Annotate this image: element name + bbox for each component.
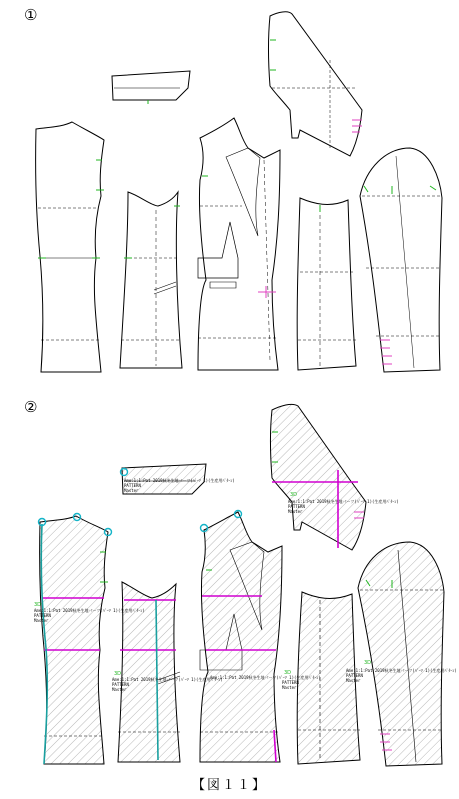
hood-piece xyxy=(269,12,363,156)
annotation-back-3: Master xyxy=(34,618,49,623)
section-1-marks xyxy=(258,120,392,364)
grade-label-back: 3D xyxy=(34,602,42,608)
annotation-sleeve-1: Ame:1:1:Pat 2019秋冬生地パーツ(ﾊﾟｰﾂ 1)(生産用ﾊﾟﾀｰﾝ) xyxy=(346,668,457,673)
annotation-back-1: Ame:1:1:Pat 2019秋冬生地パーツ(ﾊﾟｰﾂ 1)(生産用ﾊﾟﾀｰﾝ) xyxy=(34,608,145,613)
front-bodice-piece xyxy=(198,118,280,370)
annotation-collar-3: Master xyxy=(124,488,139,493)
annotation-collar-1: Ame:1:1:Pat 2019秋冬生地パーツ(ﾊﾟｰﾂ 1)(生産用ﾊﾟﾀｰﾝ) xyxy=(124,478,235,483)
annotation-collar-2: PATTERN xyxy=(124,483,141,488)
grade-label-hood: 3D xyxy=(290,492,298,498)
section-1-patterns xyxy=(36,12,442,372)
side-panel-piece xyxy=(120,192,182,368)
annotation-side-3: Master xyxy=(112,687,127,692)
annotation-sleeve-3: Master xyxy=(346,678,361,683)
annotation-sleeve-2: PATTERN xyxy=(346,673,363,678)
section-marker-1: ① xyxy=(24,6,38,24)
top-sleeve-piece-2 xyxy=(358,542,444,766)
annotation-hood-3: Master xyxy=(288,509,303,514)
grade-label-sleeve: 3D xyxy=(364,660,372,666)
top-sleeve-piece xyxy=(360,148,442,372)
collar-piece xyxy=(112,71,190,100)
figure-caption: 【図１１】 xyxy=(191,778,267,793)
section-1-notches xyxy=(38,40,436,258)
front-bodice-piece-2 xyxy=(200,512,282,762)
annotation-hood-1: Ame:1:1:Pat 2019秋冬生地パーツ(ﾊﾟｰﾂ 1)(生産用ﾊﾟﾀｰﾝ) xyxy=(288,499,399,504)
annotation-front-3: Master xyxy=(282,685,297,690)
grade-label-side: 3D xyxy=(114,671,122,677)
annotation-side-1: Ame:1:1:Pat 2019秋冬生地パーツ(ﾊﾟｰﾂ 1)(生産用ﾊﾟﾀｰﾝ) xyxy=(112,677,223,682)
under-sleeve-piece xyxy=(297,198,356,370)
section-2-patterns xyxy=(40,404,444,766)
back-bodice-piece-2 xyxy=(40,516,108,764)
annotation-side-2: PATTERN xyxy=(112,682,129,687)
annotation-front-2: PATTERN xyxy=(282,680,299,685)
grade-label-front: 3D xyxy=(284,670,292,676)
back-bodice-piece xyxy=(36,122,104,372)
annotation-back-2: PATTERN xyxy=(34,613,51,618)
annotation-hood-2: PATTERN xyxy=(288,504,305,509)
annotation-front-1: Ame:1:1:Pat 2019秋冬生地パーツ(ﾊﾟｰﾂ 1)(生産用ﾊﾟﾀｰﾝ) xyxy=(210,675,321,680)
section-marker-2: ② xyxy=(24,398,38,416)
hood-piece-2 xyxy=(271,404,367,550)
